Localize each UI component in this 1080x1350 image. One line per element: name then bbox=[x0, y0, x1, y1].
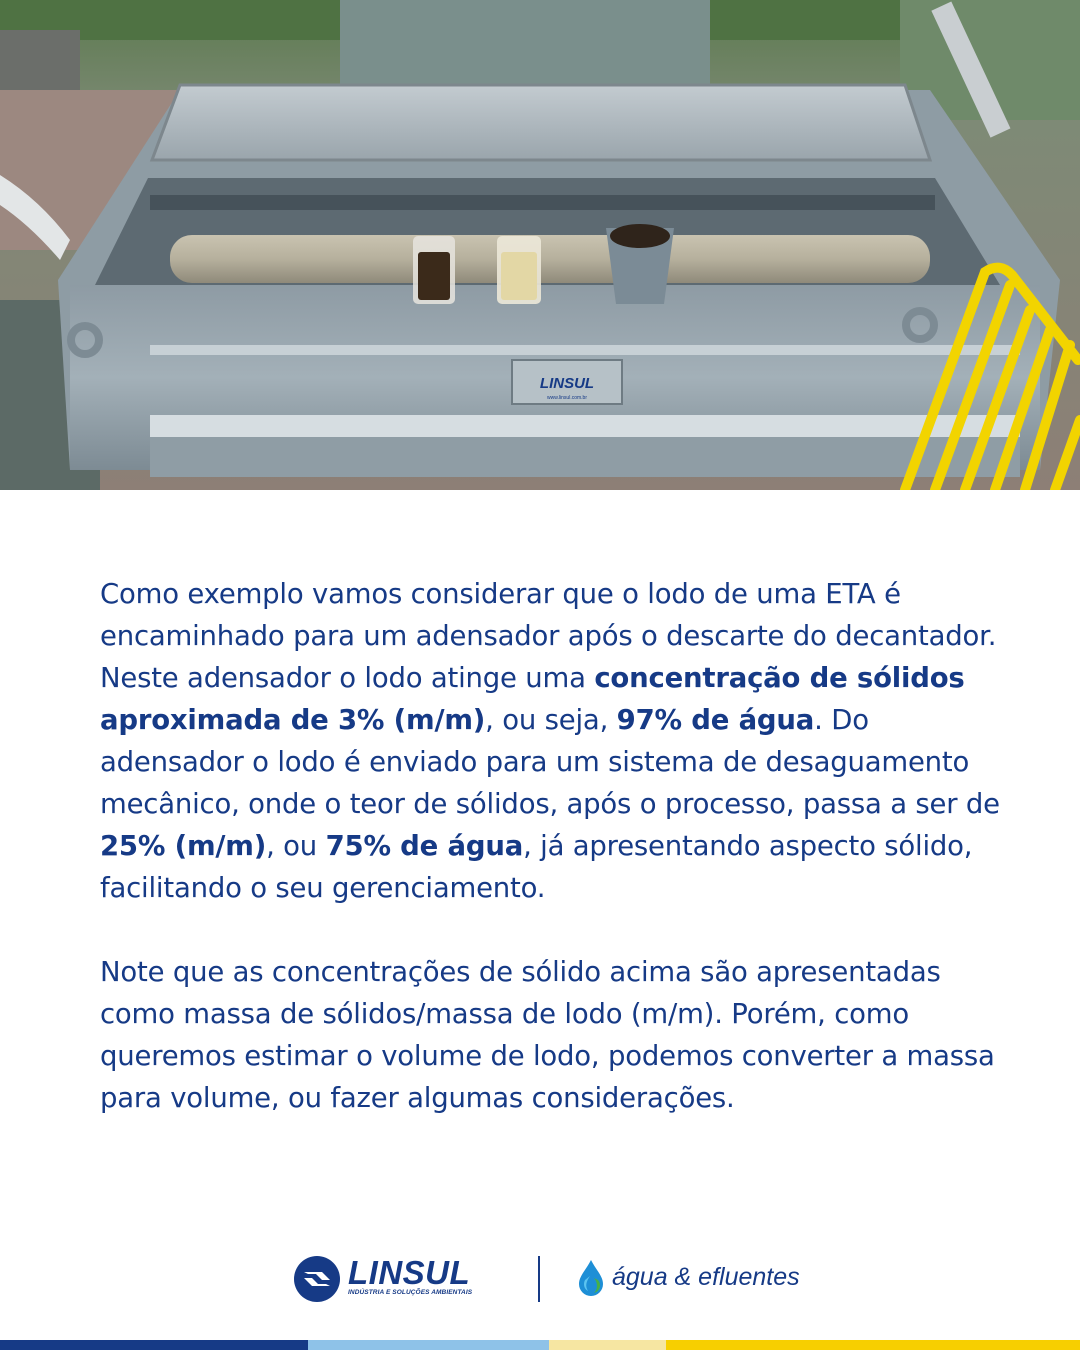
linsul-tagline: INDÚSTRIA E SOLUÇÕES AMBIENTAIS bbox=[348, 1289, 473, 1296]
paragraph-example: Como exemplo vamos considerar que o lodo de uma ETA é encaminhado para um adensador após o descarte do decantador. Neste adensador o lodo atinge uma concentração de sólidos aproximada de 3% (m/m), ou seja, 97% de água. Do adensador o lodo é enviado para um sistema de desaguamento mecânico, onde o teor de sólidos, após o processo, passa a ser de 25% (m/m), ou 75% de água, já apresentando aspecto sólido, facilitando o seu gerenciamento. bbox=[100, 578, 1000, 904]
agua-efluentes-logo bbox=[576, 1256, 836, 1300]
agua-efluentes-wordmark: água & efluentes bbox=[612, 1263, 800, 1291]
highlight-water-75: 75% de água bbox=[325, 830, 524, 862]
article-body bbox=[100, 573, 1000, 1119]
stripe-yellow bbox=[666, 1340, 1080, 1350]
header-photo bbox=[0, 0, 1080, 490]
linsul-emblem-icon bbox=[292, 1254, 342, 1304]
linsul-wordmark: LINSUL bbox=[348, 1254, 471, 1291]
beaker-raw-sludge bbox=[413, 236, 455, 304]
beaker-clarified-water bbox=[497, 236, 541, 304]
logo-divider bbox=[538, 1256, 540, 1302]
stripe-light-blue bbox=[308, 1340, 549, 1350]
linsul-logo bbox=[292, 1254, 492, 1304]
brand-color-stripe bbox=[0, 1340, 1080, 1350]
water-drop-icon bbox=[576, 1258, 606, 1298]
plate-url: www.linsul.com.br bbox=[546, 395, 588, 401]
sludge-thickener-photo bbox=[0, 0, 1080, 490]
stripe-navy bbox=[0, 1340, 308, 1350]
paragraph-note: Note que as concentrações de sólido acima são apresentadas como massa de sólidos/massa de lodo (m/m). Porém, como queremos estimar o volume de lodo, podemos converter a massa para volume, ou fazer algumas considerações. bbox=[100, 956, 995, 1114]
beaker-dewatered-cake bbox=[606, 224, 674, 304]
highlight-water-97: 97% de água bbox=[616, 704, 815, 736]
highlight-solids-25: 25% (m/m) bbox=[100, 830, 267, 862]
stripe-pale-yellow bbox=[549, 1340, 666, 1350]
highlight-solids-3: concentração de sólidos aproximada de 3% (m/m) bbox=[100, 662, 965, 736]
plate-brand: LINSUL bbox=[539, 375, 595, 392]
